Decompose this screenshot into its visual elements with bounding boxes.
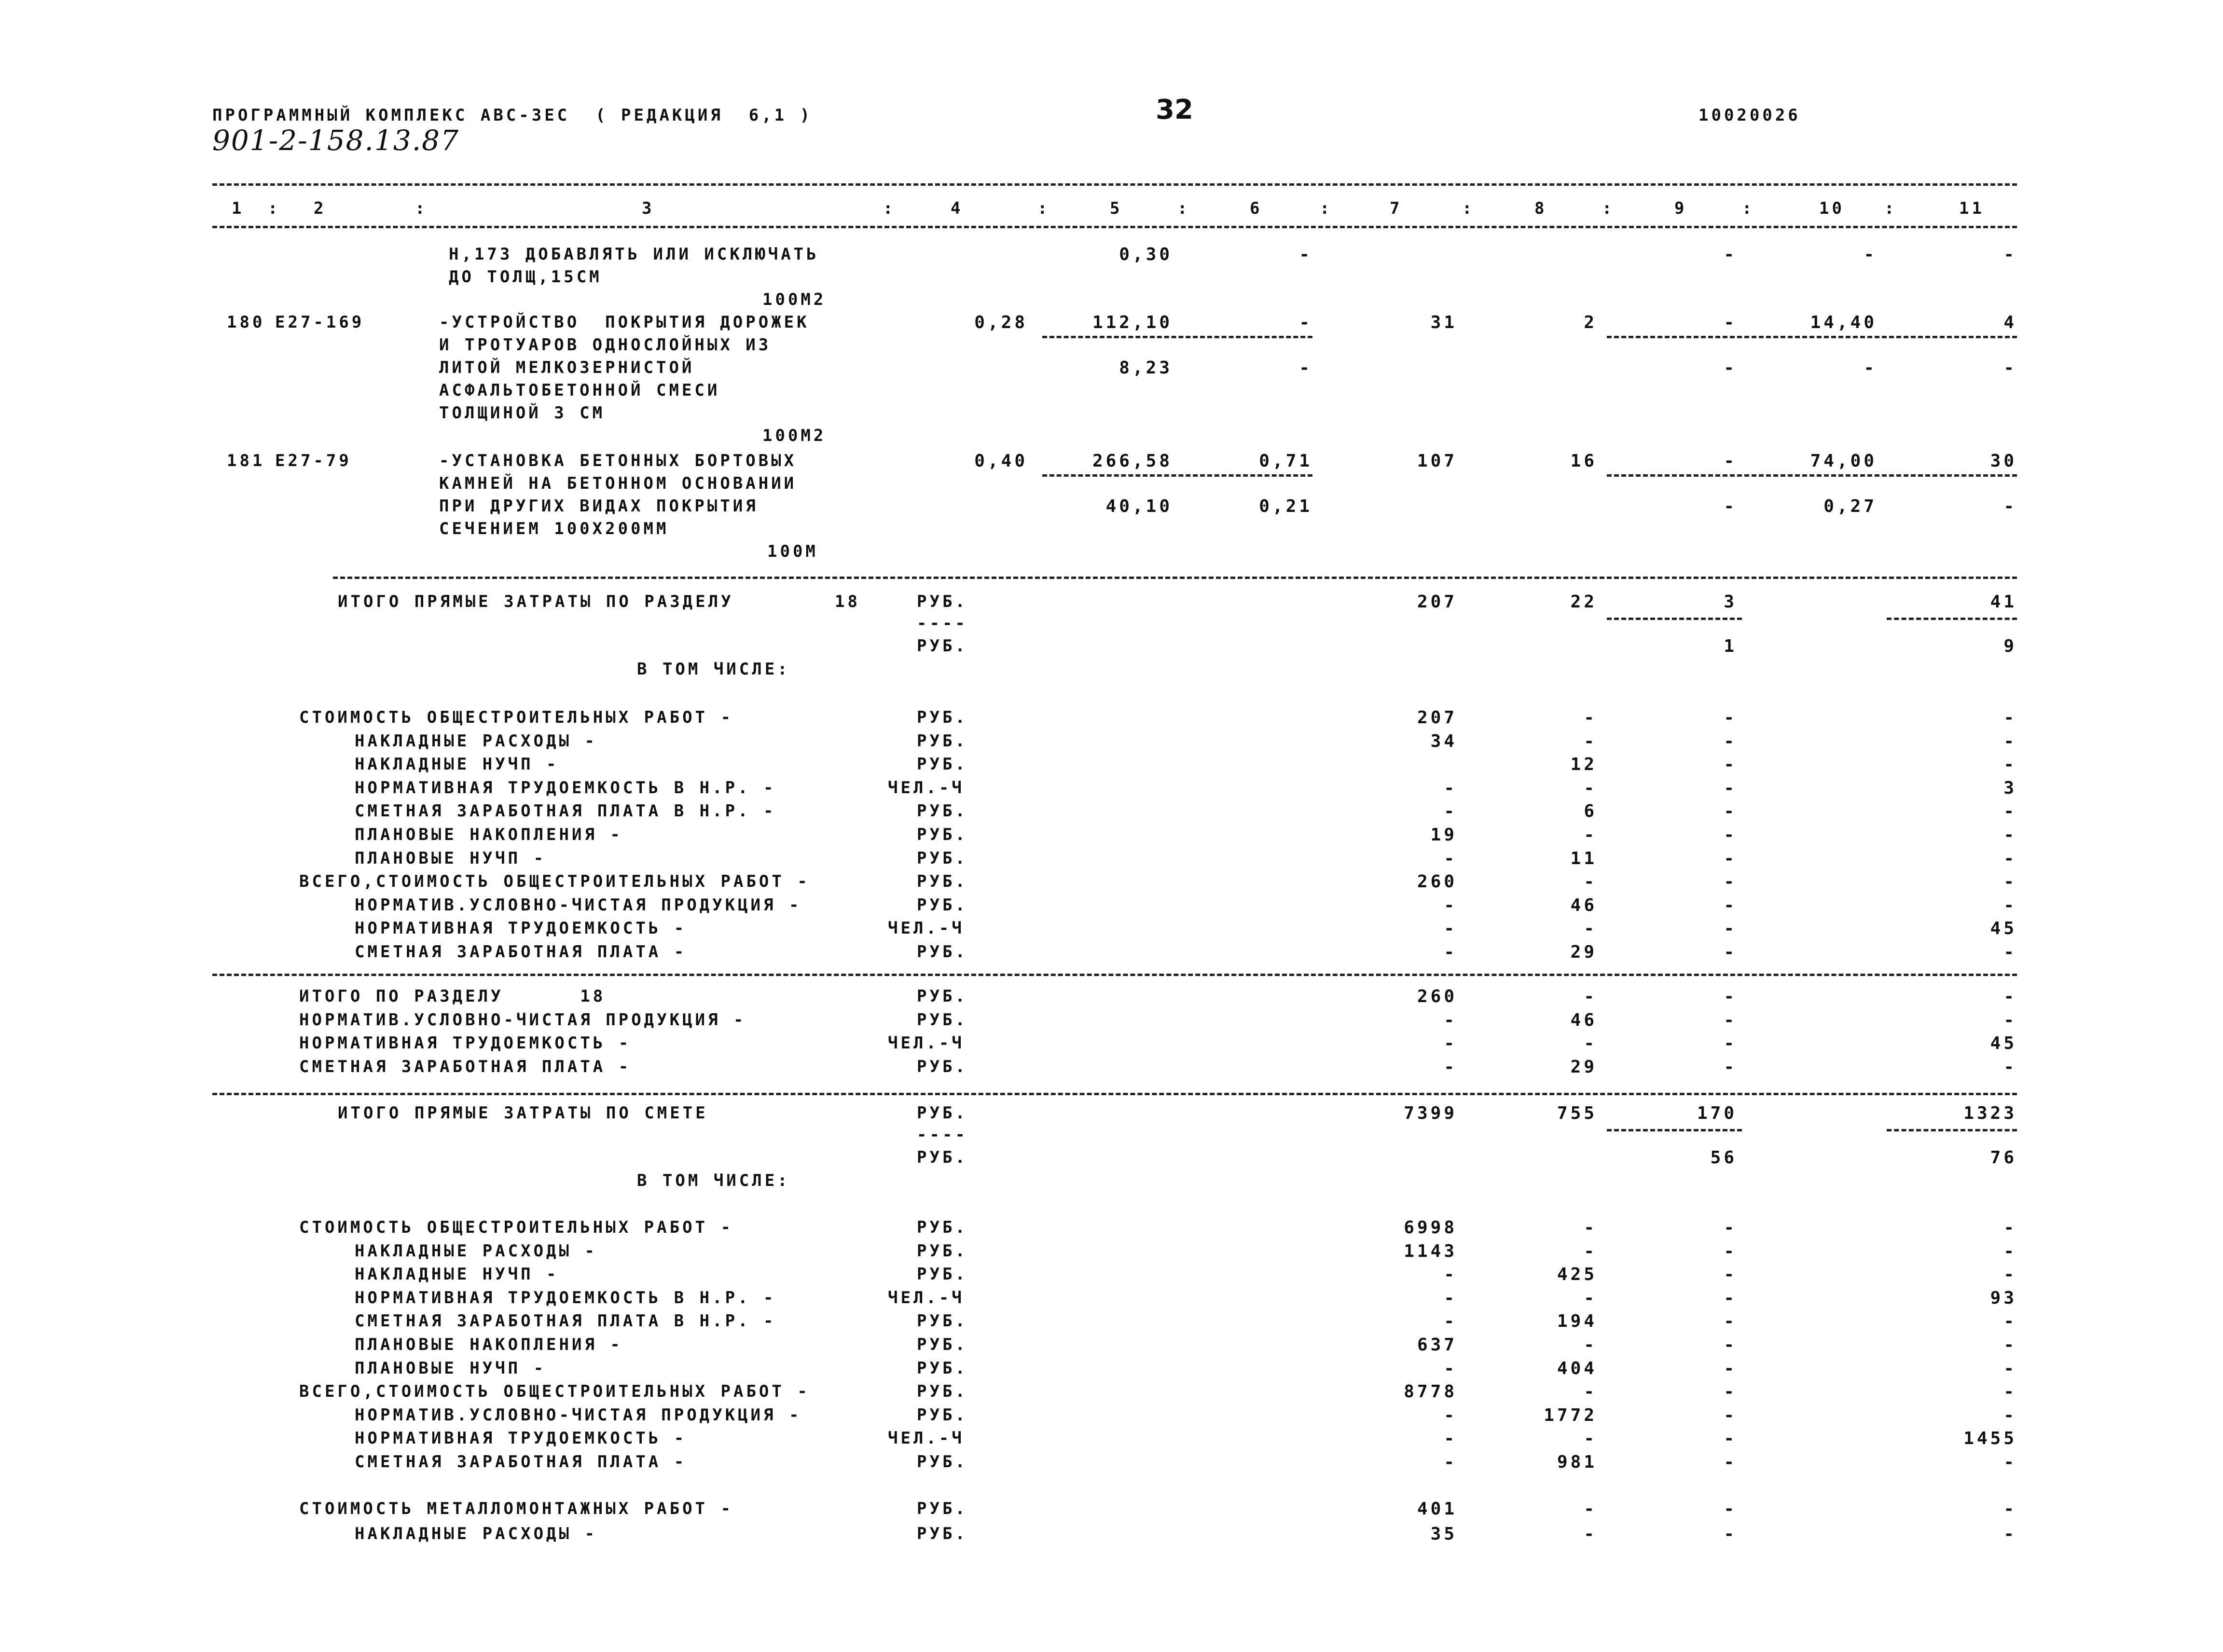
unit-label: РУБ. bbox=[917, 1241, 968, 1261]
unit-label: РУБ. bbox=[917, 1148, 968, 1167]
cell-c11: - bbox=[2003, 1405, 2017, 1425]
column-separator: : bbox=[1884, 199, 1897, 218]
breakdown-label: СТОИМОСТЬ ОБЩЕСТРОИТЕЛЬНЫХ РАБОТ - bbox=[299, 708, 733, 727]
column-separator: : bbox=[1742, 199, 1755, 218]
cell-c8: 6 bbox=[1584, 801, 1597, 822]
unit-label: РУБ. bbox=[917, 1358, 968, 1378]
cell-c10: 14,40 bbox=[1810, 313, 1877, 332]
cell-c11: 93 bbox=[1990, 1288, 2017, 1308]
column-number-5: 5 bbox=[1110, 199, 1123, 218]
including-label: В ТОМ ЧИСЛЕ: bbox=[637, 660, 790, 679]
cell-c8: 425 bbox=[1557, 1265, 1597, 1285]
cell-c7: 637 bbox=[1417, 1335, 1457, 1355]
item-description-line: ЛИТОЙ МЕЛКОЗЕРНИСТОЙ bbox=[439, 358, 695, 377]
cell-c8: 46 bbox=[1570, 895, 1597, 915]
cell-c9: - bbox=[1724, 1033, 1737, 1054]
column-number-7: 7 bbox=[1390, 199, 1403, 218]
item-description-line: АСФАЛЬТОБЕТОННОЙ СМЕСИ bbox=[439, 381, 720, 400]
cell-c8: 29 bbox=[1570, 942, 1597, 962]
cell-c11: - bbox=[2003, 1452, 2017, 1472]
item-description-line: СЕЧЕНИЕМ 100Х200ММ bbox=[439, 519, 669, 538]
breakdown-label: ИТОГО ПО РАЗДЕЛУ 18 bbox=[299, 987, 606, 1006]
breakdown-label: СМЕТНАЯ ЗАРАБОТНАЯ ПЛАТА В Н.Р. - bbox=[355, 1311, 776, 1331]
breakdown-label: ПЛАНОВЫЕ НУЧП - bbox=[355, 848, 547, 868]
cell-c4: 0,28 bbox=[974, 313, 1028, 332]
cell-c11: - bbox=[2003, 895, 2017, 915]
unit-label: ЧЕЛ.-Ч bbox=[888, 1288, 965, 1308]
breakdown-label: НАКЛАДНЫЕ РАСХОДЫ - bbox=[355, 1524, 597, 1543]
cell-c11: - bbox=[2003, 1311, 2017, 1332]
cell-c8: - bbox=[1584, 1241, 1597, 1261]
cell-c11: - bbox=[2003, 872, 2017, 892]
breakdown-label: НОРМАТИВНАЯ ТРУДОЕМКОСТЬ В Н.Р. - bbox=[355, 1288, 776, 1308]
unit-label: ЧЕЛ.-Ч bbox=[888, 778, 965, 798]
cell-c7: - bbox=[1444, 1288, 1457, 1308]
breakdown-label: НОРМАТИВНАЯ ТРУДОЕМКОСТЬ - bbox=[299, 1033, 632, 1053]
item-code: Е27-169 bbox=[275, 313, 365, 332]
section-rule bbox=[212, 1093, 2017, 1095]
cell-c8: 755 bbox=[1557, 1103, 1597, 1123]
cell-c11: - bbox=[2003, 825, 2017, 845]
unit-label: РУБ. bbox=[917, 1382, 968, 1402]
cell-c8: - bbox=[1584, 825, 1597, 845]
unit-label: РУБ. bbox=[917, 1452, 968, 1472]
including-label: В ТОМ ЧИСЛЕ: bbox=[637, 1171, 790, 1190]
cell-c9: - bbox=[1724, 755, 1737, 775]
unit-label: РУБ. bbox=[917, 895, 968, 915]
cell-c8: 2 bbox=[1584, 313, 1597, 332]
unit-label: РУБ. bbox=[917, 872, 968, 892]
cell-c8: - bbox=[1584, 1429, 1597, 1449]
cell-c6b: - bbox=[1299, 358, 1312, 378]
column-number-2: 2 bbox=[314, 199, 327, 218]
cell-c7: - bbox=[1444, 1311, 1457, 1332]
cell-c7: - bbox=[1444, 919, 1457, 939]
unit-label: ЧЕЛ.-Ч bbox=[888, 919, 965, 938]
cell-c9: 170 bbox=[1697, 1103, 1737, 1123]
unit-underline: ---- bbox=[917, 1125, 968, 1144]
breakdown-label: НОРМАТИВ.УСЛОВНО-ЧИСТАЯ ПРОДУКЦИЯ - bbox=[299, 1010, 746, 1030]
cell-c9: - bbox=[1724, 801, 1737, 822]
breakdown-label: СТОИМОСТЬ ОБЩЕСТРОИТЕЛЬНЫХ РАБОТ - bbox=[299, 1218, 733, 1237]
unit-label: РУБ. bbox=[917, 592, 968, 611]
unit-label: РУБ. bbox=[917, 1057, 968, 1076]
item-description-line: И ТРОТУАРОВ ОДНОСЛОЙНЫХ ИЗ bbox=[439, 335, 772, 355]
cell-c8: - bbox=[1584, 1218, 1597, 1238]
cell-c8: 29 bbox=[1570, 1057, 1597, 1077]
cell-c9: - bbox=[1724, 313, 1737, 332]
breakdown-label: СМЕТНАЯ ЗАРАБОТНАЯ ПЛАТА - bbox=[355, 942, 687, 962]
unit-label: РУБ. bbox=[917, 1499, 968, 1518]
column-separator: : bbox=[415, 199, 428, 218]
cell-c11: - bbox=[2003, 848, 2017, 868]
cell-c5b: 8,23 bbox=[1119, 358, 1173, 378]
column-separator: : bbox=[1462, 199, 1475, 218]
cell-c11: - bbox=[2003, 755, 2017, 775]
item-description-line: Н,173 ДОБАВЛЯТЬ ИЛИ ИСКЛЮЧАТЬ bbox=[449, 245, 819, 264]
cell-c11: - bbox=[2003, 1499, 2017, 1519]
program-title: ПРОГРАММНЫЙ КОМПЛЕКС АВС-3ЕС ( РЕДАКЦИЯ 6,1 ) bbox=[212, 106, 813, 125]
cell-c7: - bbox=[1444, 848, 1457, 868]
cell-c7: - bbox=[1444, 942, 1457, 962]
cell-c7: - bbox=[1444, 1010, 1457, 1030]
cell-c9b: 1 bbox=[1724, 636, 1737, 656]
cell-c9: - bbox=[1724, 708, 1737, 728]
cell-c11: - bbox=[2003, 1265, 2017, 1285]
cell-c7: 6998 bbox=[1404, 1218, 1457, 1238]
breakdown-label: НОРМАТИВ.УСЛОВНО-ЧИСТАЯ ПРОДУКЦИЯ - bbox=[355, 1405, 802, 1425]
cell-c7: - bbox=[1444, 1265, 1457, 1285]
cell-c11: 4 bbox=[2003, 313, 2017, 332]
cell-c8: 404 bbox=[1557, 1358, 1597, 1378]
cell-c11b: 9 bbox=[2003, 636, 2017, 656]
unit-label: РУБ. bbox=[917, 942, 968, 962]
cell-c10b: - bbox=[1864, 358, 1877, 378]
unit-label: ЧЕЛ.-Ч bbox=[888, 1033, 965, 1053]
column-separator: : bbox=[883, 199, 896, 218]
cell-c9: - bbox=[1724, 1057, 1737, 1077]
cell-c8: - bbox=[1584, 731, 1597, 751]
cell-c8: 11 bbox=[1570, 848, 1597, 868]
cell-c7: 31 bbox=[1430, 313, 1457, 332]
cell-c11: - bbox=[2003, 1218, 2017, 1238]
cell-c11: 45 bbox=[1990, 1033, 2017, 1054]
section-number: 18 bbox=[835, 592, 860, 611]
breakdown-label: НАКЛАДНЫЕ РАСХОДЫ - bbox=[355, 1241, 597, 1261]
document-code: 10020026 bbox=[1698, 106, 1801, 125]
subtotal-rule bbox=[1887, 1129, 2017, 1131]
column-number-4: 4 bbox=[951, 199, 964, 218]
cell-c11: - bbox=[2003, 731, 2017, 751]
unit-underline: ---- bbox=[917, 614, 968, 633]
cell-c11: - bbox=[2003, 987, 2017, 1006]
breakdown-label: ВСЕГО,СТОИМОСТЬ ОБЩЕСТРОИТЕЛЬНЫХ РАБОТ - bbox=[299, 872, 810, 892]
cell-c11: - bbox=[2003, 1057, 2017, 1077]
breakdown-label: ВСЕГО,СТОИМОСТЬ ОБЩЕСТРОИТЕЛЬНЫХ РАБОТ - bbox=[299, 1382, 810, 1402]
cell-c9: - bbox=[1724, 778, 1737, 798]
cell-c8: - bbox=[1584, 1499, 1597, 1519]
cell-c9: - bbox=[1724, 1311, 1737, 1332]
cell-c11: - bbox=[2003, 801, 2017, 822]
cell-c9: - bbox=[1724, 1405, 1737, 1425]
unit-label: РУБ. bbox=[917, 1405, 968, 1425]
unit-label: РУБ. bbox=[917, 1311, 968, 1331]
cell-c6: - bbox=[1299, 313, 1312, 332]
subtotal-rule bbox=[1607, 336, 2017, 338]
cell-c5: 112,10 bbox=[1092, 313, 1173, 332]
cell-c9: - bbox=[1724, 731, 1737, 751]
cell-c11: - bbox=[2003, 1382, 2017, 1402]
cell-c8: - bbox=[1584, 1382, 1597, 1402]
cell-c11: - bbox=[2003, 1010, 2017, 1030]
cell-c7: 7399 bbox=[1404, 1103, 1457, 1123]
handwritten-reference: 901-2-158.13.87 bbox=[212, 124, 459, 157]
cell-c11b: 76 bbox=[1990, 1148, 2017, 1168]
cell-c9: - bbox=[1724, 1265, 1737, 1285]
breakdown-label: НАКЛАДНЫЕ НУЧП - bbox=[355, 755, 559, 774]
breakdown-label: СМЕТНАЯ ЗАРАБОТНАЯ ПЛАТА - bbox=[355, 1452, 687, 1472]
subtotal-rule bbox=[1607, 1129, 1742, 1131]
cell-c9: - bbox=[1724, 1499, 1737, 1519]
column-separator: : bbox=[268, 199, 281, 218]
column-number-1: 1 bbox=[232, 199, 245, 218]
estimate-total-label: ИТОГО ПРЯМЫЕ ЗАТРАТЫ ПО СМЕТЕ bbox=[338, 1103, 708, 1123]
cell-c8: 22 bbox=[1570, 592, 1597, 612]
unit-label: РУБ. bbox=[917, 731, 968, 751]
cell-c11b: - bbox=[2003, 358, 2017, 378]
subtotal-rule bbox=[1607, 474, 2017, 477]
cell-c9: - bbox=[1724, 1288, 1737, 1308]
cell-c8: 12 bbox=[1570, 755, 1597, 775]
column-separator: : bbox=[1602, 199, 1615, 218]
cell-c8: - bbox=[1584, 1524, 1597, 1544]
cell-c7: 207 bbox=[1417, 592, 1457, 612]
cell-c7: 35 bbox=[1430, 1524, 1457, 1544]
cell-c9: - bbox=[1724, 245, 1737, 264]
breakdown-label: ПЛАНОВЫЕ НУЧП - bbox=[355, 1358, 547, 1378]
cell-c7: 107 bbox=[1417, 451, 1457, 471]
cell-c9: - bbox=[1724, 1429, 1737, 1449]
item-unit: 100М2 bbox=[762, 290, 827, 309]
cell-c8: - bbox=[1584, 987, 1597, 1006]
column-number-6: 6 bbox=[1250, 199, 1263, 218]
cell-c9b: - bbox=[1724, 496, 1737, 516]
item-description-line: ДО ТОЛЩ,15СМ bbox=[449, 267, 602, 287]
cell-c7: - bbox=[1444, 1057, 1457, 1077]
cell-c9: - bbox=[1724, 825, 1737, 845]
cell-c9: - bbox=[1724, 987, 1737, 1006]
cell-c10b: 0,27 bbox=[1823, 496, 1877, 516]
cell-c6b: 0,21 bbox=[1259, 496, 1312, 516]
cell-c5: 266,58 bbox=[1092, 451, 1173, 471]
cell-c11: 41 bbox=[1990, 592, 2017, 612]
item-unit: 100М bbox=[767, 542, 818, 561]
cell-c5b: 40,10 bbox=[1105, 496, 1173, 516]
cell-c6: - bbox=[1299, 245, 1312, 264]
cell-c9: 3 bbox=[1724, 592, 1737, 612]
cell-c11: - bbox=[2003, 1241, 2017, 1261]
breakdown-label: ПЛАНОВЫЕ НАКОПЛЕНИЯ - bbox=[355, 825, 623, 844]
unit-label: РУБ. bbox=[917, 708, 968, 727]
cell-c4: 0,40 bbox=[974, 451, 1028, 471]
breakdown-label: ПЛАНОВЫЕ НАКОПЛЕНИЯ - bbox=[355, 1335, 623, 1354]
subtotal-rule bbox=[1607, 618, 1742, 620]
cell-c8: 981 bbox=[1557, 1452, 1597, 1472]
cell-c9: - bbox=[1724, 1452, 1737, 1472]
cell-c9: - bbox=[1724, 895, 1737, 915]
column-separator: : bbox=[1037, 199, 1050, 218]
breakdown-label: НАКЛАДНЫЕ РАСХОДЫ - bbox=[355, 731, 597, 751]
unit-label: РУБ. bbox=[917, 825, 968, 844]
cell-c11: - bbox=[2003, 708, 2017, 728]
unit-label: РУБ. bbox=[917, 1524, 968, 1543]
breakdown-label: СМЕТНАЯ ЗАРАБОТНАЯ ПЛАТА В Н.Р. - bbox=[355, 801, 776, 821]
cell-c9: - bbox=[1724, 1358, 1737, 1378]
cell-c9: - bbox=[1724, 1335, 1737, 1355]
cell-c7: - bbox=[1444, 1429, 1457, 1449]
cell-c11: - bbox=[2003, 245, 2017, 264]
column-separator: : bbox=[1177, 199, 1190, 218]
unit-label: ЧЕЛ.-Ч bbox=[888, 1429, 965, 1448]
cell-c9: - bbox=[1724, 1382, 1737, 1402]
item-description-line: ТОЛЩИНОЙ 3 СМ bbox=[439, 403, 606, 423]
cell-c9: - bbox=[1724, 942, 1737, 962]
unit-label: РУБ. bbox=[917, 1103, 968, 1123]
page-number: 32 bbox=[1156, 94, 1193, 125]
cell-c10: - bbox=[1864, 245, 1877, 264]
breakdown-label: НОРМАТИВНАЯ ТРУДОЕМКОСТЬ - bbox=[355, 919, 687, 938]
cell-c7: - bbox=[1444, 1452, 1457, 1472]
column-number-10: 10 bbox=[1819, 199, 1845, 218]
cell-c11: - bbox=[2003, 942, 2017, 962]
subtotal-rule bbox=[1887, 618, 2017, 620]
cell-c7: - bbox=[1444, 895, 1457, 915]
cell-c8: - bbox=[1584, 1033, 1597, 1054]
breakdown-label: НОРМАТИВ.УСЛОВНО-ЧИСТАЯ ПРОДУКЦИЯ - bbox=[355, 895, 802, 915]
item-description-line: -УСТРОЙСТВО ПОКРЫТИЯ ДОРОЖЕК bbox=[439, 313, 810, 332]
cell-c8: - bbox=[1584, 919, 1597, 939]
column-separator: : bbox=[1320, 199, 1333, 218]
cell-c8: 16 bbox=[1570, 451, 1597, 471]
section-rule bbox=[333, 577, 2017, 579]
cell-c5: 0,30 bbox=[1119, 245, 1173, 264]
cell-c7: 1143 bbox=[1404, 1241, 1457, 1261]
cell-c6: 0,71 bbox=[1259, 451, 1312, 471]
cell-c11b: - bbox=[2003, 496, 2017, 516]
item-number: 181 bbox=[227, 451, 265, 470]
breakdown-label: СМЕТНАЯ ЗАРАБОТНАЯ ПЛАТА - bbox=[299, 1057, 632, 1076]
cell-c11: - bbox=[2003, 1358, 2017, 1378]
cell-c9: - bbox=[1724, 872, 1737, 892]
cell-c9: - bbox=[1724, 919, 1737, 939]
cell-c7: - bbox=[1444, 778, 1457, 798]
header-rule-top bbox=[212, 183, 2017, 186]
column-number-9: 9 bbox=[1674, 199, 1687, 218]
cell-c8: - bbox=[1584, 872, 1597, 892]
cell-c7: 260 bbox=[1417, 872, 1457, 892]
cell-c7: - bbox=[1444, 1405, 1457, 1425]
cell-c8: 1772 bbox=[1544, 1405, 1597, 1425]
unit-label: РУБ. bbox=[917, 1335, 968, 1354]
unit-label: РУБ. bbox=[917, 987, 968, 1006]
unit-label: РУБ. bbox=[917, 801, 968, 821]
cell-c8: - bbox=[1584, 1335, 1597, 1355]
breakdown-label: НАКЛАДНЫЕ НУЧП - bbox=[355, 1265, 559, 1284]
cell-c11: - bbox=[2003, 1335, 2017, 1355]
item-description-line: -УСТАНОВКА БЕТОННЫХ БОРТОВЫХ bbox=[439, 451, 797, 470]
cell-c7: 207 bbox=[1417, 708, 1457, 728]
cell-c7: - bbox=[1444, 1358, 1457, 1378]
cell-c10: 74,00 bbox=[1810, 451, 1877, 471]
item-code: Е27-79 bbox=[275, 451, 352, 470]
cell-c7: 19 bbox=[1430, 825, 1457, 845]
cell-c7: 401 bbox=[1417, 1499, 1457, 1519]
cell-c8: 46 bbox=[1570, 1010, 1597, 1030]
breakdown-label: НОРМАТИВНАЯ ТРУДОЕМКОСТЬ В Н.Р. - bbox=[355, 778, 776, 798]
item-description-line: КАМНЕЙ НА БЕТОННОМ ОСНОВАНИИ bbox=[439, 474, 797, 493]
cell-c9: - bbox=[1724, 1241, 1737, 1261]
column-number-8: 8 bbox=[1534, 199, 1547, 218]
section-rule bbox=[212, 974, 2017, 976]
cell-c11: 1323 bbox=[1963, 1103, 2017, 1123]
unit-label: РУБ. bbox=[917, 848, 968, 868]
cell-c11: - bbox=[2003, 1524, 2017, 1544]
header-rule-bottom bbox=[212, 226, 2017, 228]
cell-c11: 30 bbox=[1990, 451, 2017, 471]
cell-c8: - bbox=[1584, 1288, 1597, 1308]
breakdown-label: НОРМАТИВНАЯ ТРУДОЕМКОСТЬ - bbox=[355, 1429, 687, 1448]
cell-c9: - bbox=[1724, 451, 1737, 471]
cell-c9: - bbox=[1724, 848, 1737, 868]
breakdown-label: СТОИМОСТЬ МЕТАЛЛОМОНТАЖНЫХ РАБОТ - bbox=[299, 1499, 733, 1518]
cell-c7: 260 bbox=[1417, 987, 1457, 1006]
cell-c11: 1455 bbox=[1963, 1429, 2017, 1449]
subtotal-rule bbox=[1042, 336, 1312, 338]
unit-label: РУБ. bbox=[917, 1010, 968, 1030]
cell-c11: 45 bbox=[1990, 919, 2017, 939]
unit-label: РУБ. bbox=[917, 1265, 968, 1284]
item-description-line: ПРИ ДРУГИХ ВИДАХ ПОКРЫТИЯ bbox=[439, 496, 759, 516]
cell-c11: 3 bbox=[2003, 778, 2017, 798]
subtotal-rule bbox=[1042, 474, 1312, 477]
unit-label: РУБ. bbox=[917, 755, 968, 774]
cell-c9b: 56 bbox=[1710, 1148, 1737, 1168]
cell-c7: - bbox=[1444, 801, 1457, 822]
cell-c7: - bbox=[1444, 1033, 1457, 1054]
cell-c8: 194 bbox=[1557, 1311, 1597, 1332]
cell-c9: - bbox=[1724, 1218, 1737, 1238]
unit-label: РУБ. bbox=[917, 1218, 968, 1237]
section-total-label: ИТОГО ПРЯМЫЕ ЗАТРАТЫ ПО РАЗДЕЛУ bbox=[338, 592, 734, 611]
cell-c7: 8778 bbox=[1404, 1382, 1457, 1402]
column-number-11: 11 bbox=[1959, 199, 1985, 218]
cell-c8: - bbox=[1584, 708, 1597, 728]
cell-c8: - bbox=[1584, 778, 1597, 798]
unit-label: РУБ. bbox=[917, 636, 968, 656]
column-number-3: 3 bbox=[642, 199, 655, 218]
cell-c7: 34 bbox=[1430, 731, 1457, 751]
cell-c9: - bbox=[1724, 1010, 1737, 1030]
cell-c9b: - bbox=[1724, 358, 1737, 378]
item-unit: 100М2 bbox=[762, 426, 827, 445]
cell-c9: - bbox=[1724, 1524, 1737, 1544]
item-number: 180 bbox=[227, 313, 265, 332]
